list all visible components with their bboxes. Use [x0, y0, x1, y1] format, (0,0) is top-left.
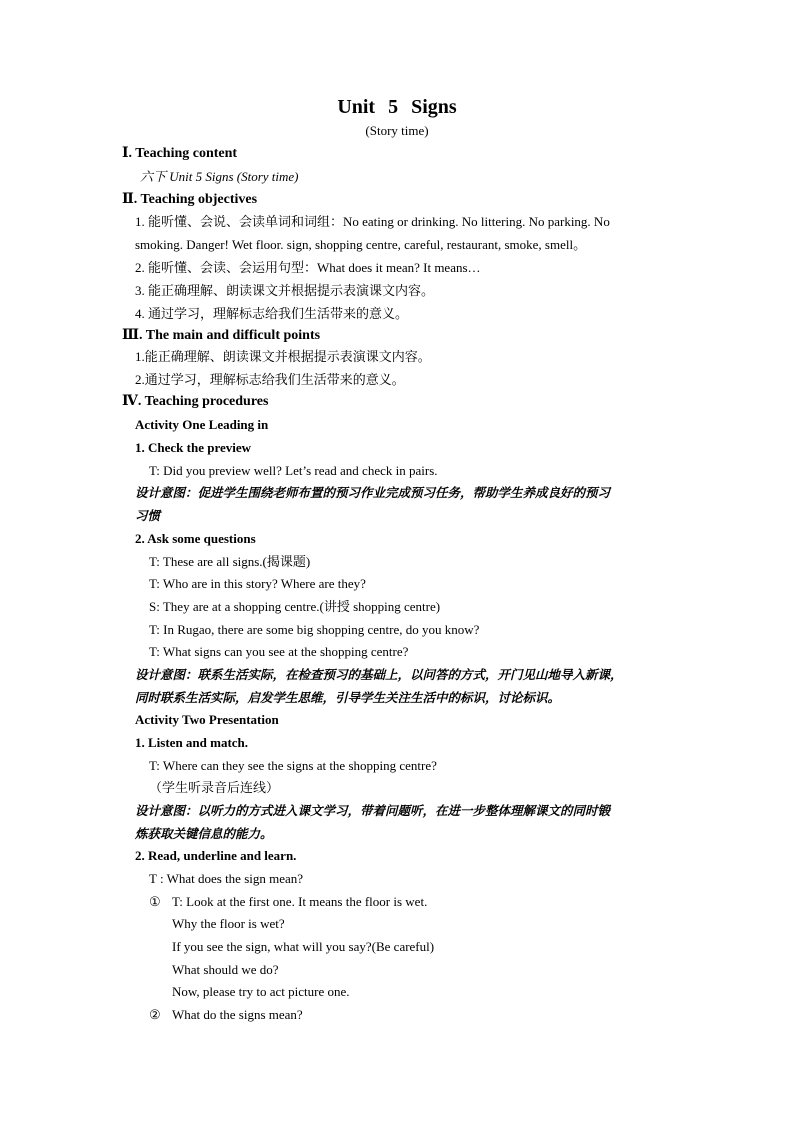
design-note-3-line-2: 炼获取关键信息的能力。 — [135, 826, 273, 841]
teacher-line: T: Did you preview well? Let’s read and check in pairs. — [149, 463, 438, 478]
dialogue-line: T : What does the sign mean? — [149, 871, 304, 886]
objective-4: 4. 通过学习，理解标志给我们生活带来的意义。 — [135, 306, 409, 321]
step-check-preview: 1. Check the preview — [135, 440, 252, 455]
dialogue-line: What should we do? — [172, 962, 279, 977]
design-note-1-line-1: 设计意图：促进学生围绕老师布置的预习作业完成预习任务，帮助学生养成良好的预习 — [135, 485, 611, 500]
objective-1-line-1: 1. 能听懂、会说、会读单词和词组：No eating or drinking. No littering. No parking. No — [135, 214, 610, 229]
dialogue-line: Now, please try to act picture one. — [172, 984, 350, 999]
objective-3: 3. 能正确理解、朗读课文并根据提示表演课文内容。 — [135, 283, 435, 298]
dialogue-line: T: What signs can you see at the shopping centre? — [149, 644, 409, 659]
dialogue-line: T: Look at the first one. It means the floor is wet. — [172, 894, 428, 909]
heading-teaching-content: Ⅰ. Teaching content — [122, 146, 238, 161]
dialogue-line: If you see the sign, what will you say?(Be careful) — [172, 939, 435, 954]
dialogue-line: T: Who are in this story? Where are they? — [149, 576, 366, 591]
page-title: Unit 5 Signs — [337, 96, 457, 118]
design-note-3-line-1: 设计意图：以听力的方式进入课文学习，带着问题听，在进一步整体理解课文的同时锻 — [135, 803, 611, 818]
step-listen-match: 1. Listen and match. — [135, 735, 249, 750]
step-ask-questions: 2. Ask some questions — [135, 531, 256, 546]
dialogue-line: T: In Rugao, there are some big shopping centre, do you know? — [149, 622, 480, 637]
dialogue-line: T: These are all signs.(揭课题) — [149, 554, 311, 569]
heading-teaching-objectives: Ⅱ. Teaching objectives — [122, 192, 258, 207]
page-subtitle: (Story time) — [365, 123, 429, 138]
activity-two-heading: Activity Two Presentation — [135, 712, 279, 727]
dialogue-line: Why the floor is wet? — [172, 916, 285, 931]
design-note-1-line-2: 习惯 — [135, 508, 161, 523]
objective-1-line-2: smoking. Danger! Wet floor. sign, shopping centre, careful, restaurant, smoke, smell。 — [135, 237, 587, 252]
dialogue-line: S: They are at a shopping centre.(讲授 shopping centre) — [149, 599, 441, 614]
dialogue-line: T: Where can they see the signs at the shopping centre? — [149, 758, 437, 773]
student-activity-note: （学生听录音后连线） — [149, 780, 280, 795]
step-read-underline-learn: 2. Read, underline and learn. — [135, 848, 297, 863]
design-note-2-line-2: 同时联系生活实际，启发学生思维，引导学生关注生活中的标识，讨论标识。 — [135, 690, 561, 705]
heading-main-points: Ⅲ. The main and difficult points — [122, 328, 321, 343]
dialogue-line: What do the signs mean? — [172, 1007, 303, 1022]
circled-number-2: ② — [149, 1007, 161, 1022]
objective-2: 2. 能听懂、会读、会运用句型：What does it mean? It means… — [135, 260, 481, 275]
point-2: 2.通过学习，理解标志给我们生活带来的意义。 — [135, 372, 405, 387]
teaching-content-text: 六下 Unit 5 Signs (Story time) — [140, 169, 299, 184]
activity-one-heading: Activity One Leading in — [135, 417, 269, 432]
point-1: 1.能正确理解、朗读课文并根据提示表演课文内容。 — [135, 349, 431, 364]
heading-teaching-procedures: Ⅳ. Teaching procedures — [122, 394, 269, 409]
circled-number-1: ① — [149, 894, 161, 909]
design-note-2-line-1: 设计意图：联系生活实际，在检查预习的基础上，以问答的方式，开门见山地导入新课， — [135, 667, 623, 682]
